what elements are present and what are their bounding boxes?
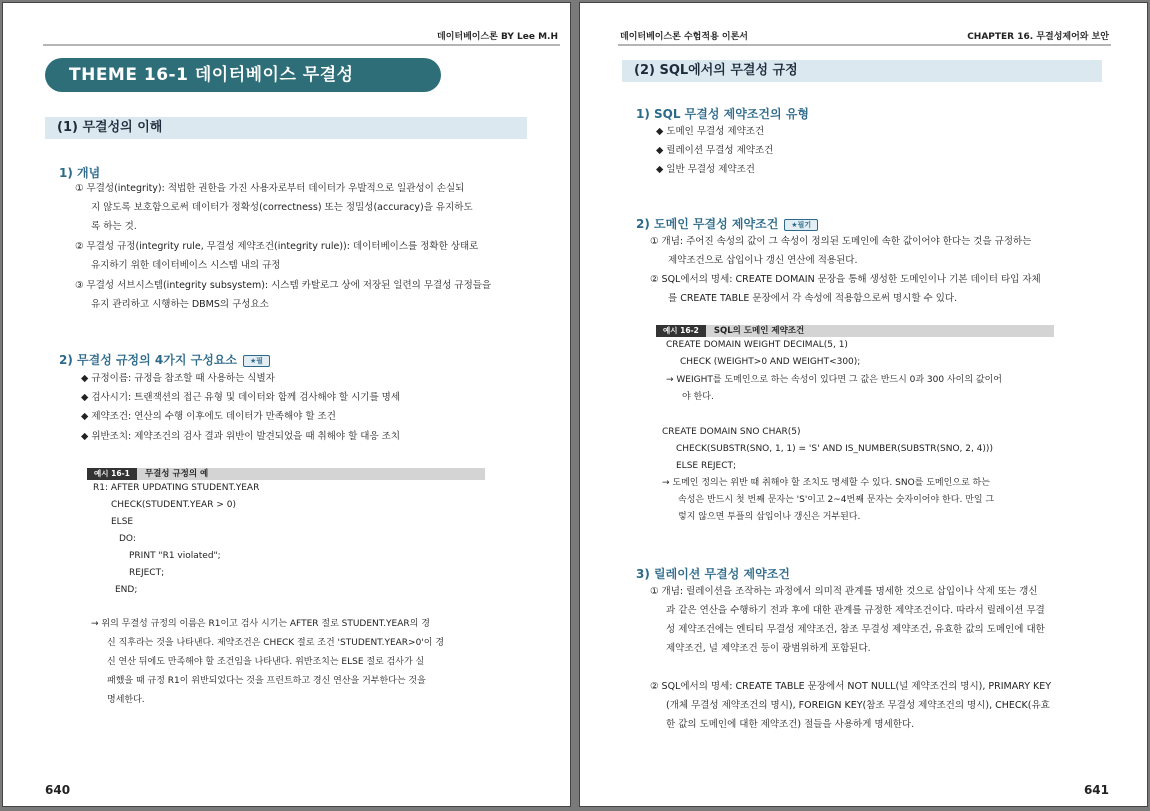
section-title: (1) 무결성의 이해 [45,117,527,139]
page-number: 640 [45,783,71,797]
relation-line: ② SQL에서의 명세: CREATE TABLE 문장에서 NOT NULL(널 제약조건의 명시), PRIMARY KEY [650,681,1052,692]
example-bar [87,468,485,480]
example-title: SQL의 도메인 제약조건 [713,326,805,336]
subheading-text: 2) 도메인 무결성 제약조건 [636,217,779,231]
left-page [2,2,571,807]
example-bar [656,325,1054,337]
explain-line: 패했을 때 규정 R1이 위반되었다는 것을 프린트하고 경신 연산을 거부한다는 것을 [107,676,426,686]
explain-line: 명세한다. [107,695,145,705]
concept-line: 유지 관리하고 시행하는 DBMS의 구성요소 [91,299,269,310]
domain-line: ① 개념: 주어진 속성의 값이 그 속성이 정의된 도메인에 속한 값이어야 한다는 것을 규정하는 [650,236,1032,247]
relation-line: 성 제약조건에는 엔티티 무결성 제약조건, 참조 무결성 제약조건, 유효한 값의 도메인에 대한 [666,624,1045,635]
concept-line: 록 하는 것. [91,221,137,232]
subheading-concept: 1) 개념 [59,166,101,180]
example-title: 무결성 규정의 예 [144,469,209,479]
subheading-domain [636,215,818,232]
explain-line: → WEIGHT를 도메인으로 하는 속성이 있다면 그 값은 반드시 0과 300 사이의 값이어 [666,375,1002,385]
concept-line: ① 무결성(integrity): 적법한 권한을 가진 사용자로부터 데이터가 우발적으로 일관성이 손실되 [75,183,465,194]
right-header-right: CHAPTER 16. 무결성제어와 보안 [967,32,1109,42]
header-rule [618,44,1111,46]
relation-line: (개체 무결성 제약조건의 명시), FOREIGN KEY(참조 무결성 제약조건의 명시), CHECK(유효 [666,700,1050,711]
code-line: DO: [119,534,136,544]
code-line: ELSE [111,517,134,527]
subheading-relation: 3) 릴레이션 무결성 제약조건 [636,567,790,581]
theme-title: THEME 16-1 데이터베이스 무결성 [45,58,441,92]
concept-line: ② 무결성 규정(integrity rule, 무결성 제약조건(integrity rule)): 데이터베이스를 정확한 상태로 [75,241,479,252]
example-label: 예시 16-2 [656,325,706,337]
component-item: ◆ 검사시기: 트랜잭션의 접근 유형 및 데이터와 함께 검사해야 할 시기를 명세 [81,392,401,403]
relation-line: ① 개념: 릴레이션을 조작하는 과정에서 의미적 관계를 명세한 것으로 삽입이나 삭제 또는 갱신 [650,586,1038,597]
concept-line: ③ 무결성 서브시스템(integrity subsystem): 시스템 카탈로그 상에 저장된 일련의 무결성 규정들을 [75,280,492,291]
left-header: 데이터베이스론 BY Lee M.H [437,32,558,42]
example-label: 예시 16-1 [87,468,137,480]
concept-line: 유지하기 위한 데이터베이스 시스템 내의 규정 [91,260,281,271]
domain-line: 를 CREATE TABLE 문장에서 각 속성에 적용함으로써 명시할 수 있다. [668,293,958,304]
page-number: 641 [1083,783,1109,797]
code-line: CHECK (WEIGHT>0 AND WEIGHT<300); [680,357,861,367]
code-line: PRINT "R1 violated"; [129,551,221,561]
required-tag: ★필기 [784,219,818,231]
component-item: ◆ 위반조치: 제약조건의 검사 결과 위반이 발견되었을 때 취해야 할 대응 조치 [81,431,401,442]
code-line: CREATE DOMAIN SNO CHAR(5) [662,427,801,437]
type-item: ◆ 도메인 무결성 제약조건 [656,126,765,137]
component-item: ◆ 제약조건: 연산의 수행 이후에도 데이터가 만족해야 할 조건 [81,411,336,422]
relation-line: 과 같은 연산을 수행하기 전과 후에 대한 관계를 규정한 제약조건이다. 따라서 릴레이션 무결 [666,605,1045,616]
code-line: REJECT; [129,568,165,578]
code-line: END; [115,585,138,595]
section-title: (2) SQL에서의 무결성 규정 [622,60,1102,82]
subheading-components [59,351,270,368]
required-tag: ★필 [243,355,270,367]
code-line: CHECK(SUBSTR(SNO, 1, 1) = 'S' AND IS_NUMBER(SUBSTR(SNO, 2, 4))) [676,444,993,454]
header-rule [43,44,560,46]
domain-line: ② SQL에서의 명세: CREATE DOMAIN 문장을 통해 생성한 도메인이나 기본 데이터 타입 자체 [650,274,1041,285]
code-line: CHECK(STUDENT.YEAR > 0) [111,500,236,510]
code-line: R1: AFTER UPDATING STUDENT.YEAR [93,483,260,493]
code-line: ELSE REJECT; [676,461,737,471]
explain-line: 신 직후라는 것을 나타낸다. 제약조건은 CHECK 절로 조건 'STUDENT.YEAR>0'이 경 [107,638,445,648]
explain-line: → 도메인 정의는 위반 때 취해야 할 조치도 명세할 수 있다. SNO를 도메인으로 하는 [662,478,990,488]
explain-line: 신 연산 뒤에도 만족해야 할 조건임을 나타낸다. 위반조치는 ELSE 절로 검사가 실 [107,657,425,667]
type-item: ◆ 릴레이션 무결성 제약조건 [656,145,774,156]
domain-line: 제약조건으로 삽입이나 갱신 연산에 적용된다. [668,255,858,266]
explain-line: → 위의 무결성 규정의 이름은 R1이고 검사 시기는 AFTER 절로 STUDENT.YEAR의 경 [91,619,430,629]
subheading-types: 1) SQL 무결성 제약조건의 유형 [636,107,809,121]
subheading-text: 2) 무결성 규정의 4가지 구성요소 [59,353,237,367]
right-page [579,2,1148,807]
explain-line: 렇지 않으면 투플의 삽입이나 갱신은 거부된다. [678,512,861,522]
concept-line: 지 않도록 보호함으로써 데이터가 정확성(correctness) 또는 정밀성(accuracy)을 유지하도 [91,202,473,213]
explain-line: 속성은 반드시 첫 번째 문자는 'S'이고 2~4번째 문자는 숫자이어야 한다. 만일 그 [678,495,995,505]
explain-line: 야 한다. [682,392,714,402]
right-header-left: 데이터베이스론 수험적용 이론서 [620,32,748,42]
relation-line: 제약조건, 널 제약조건 등이 광범위하게 포함된다. [666,643,871,654]
component-item: ◆ 규정이름: 규정을 참조할 때 사용하는 식별자 [81,373,275,384]
relation-line: 한 값의 도메인에 대한 제약조건) 절들을 사용하게 명세한다. [666,719,915,730]
code-line: CREATE DOMAIN WEIGHT DECIMAL(5, 1) [666,340,848,350]
type-item: ◆ 일반 무결성 제약조건 [656,164,755,175]
